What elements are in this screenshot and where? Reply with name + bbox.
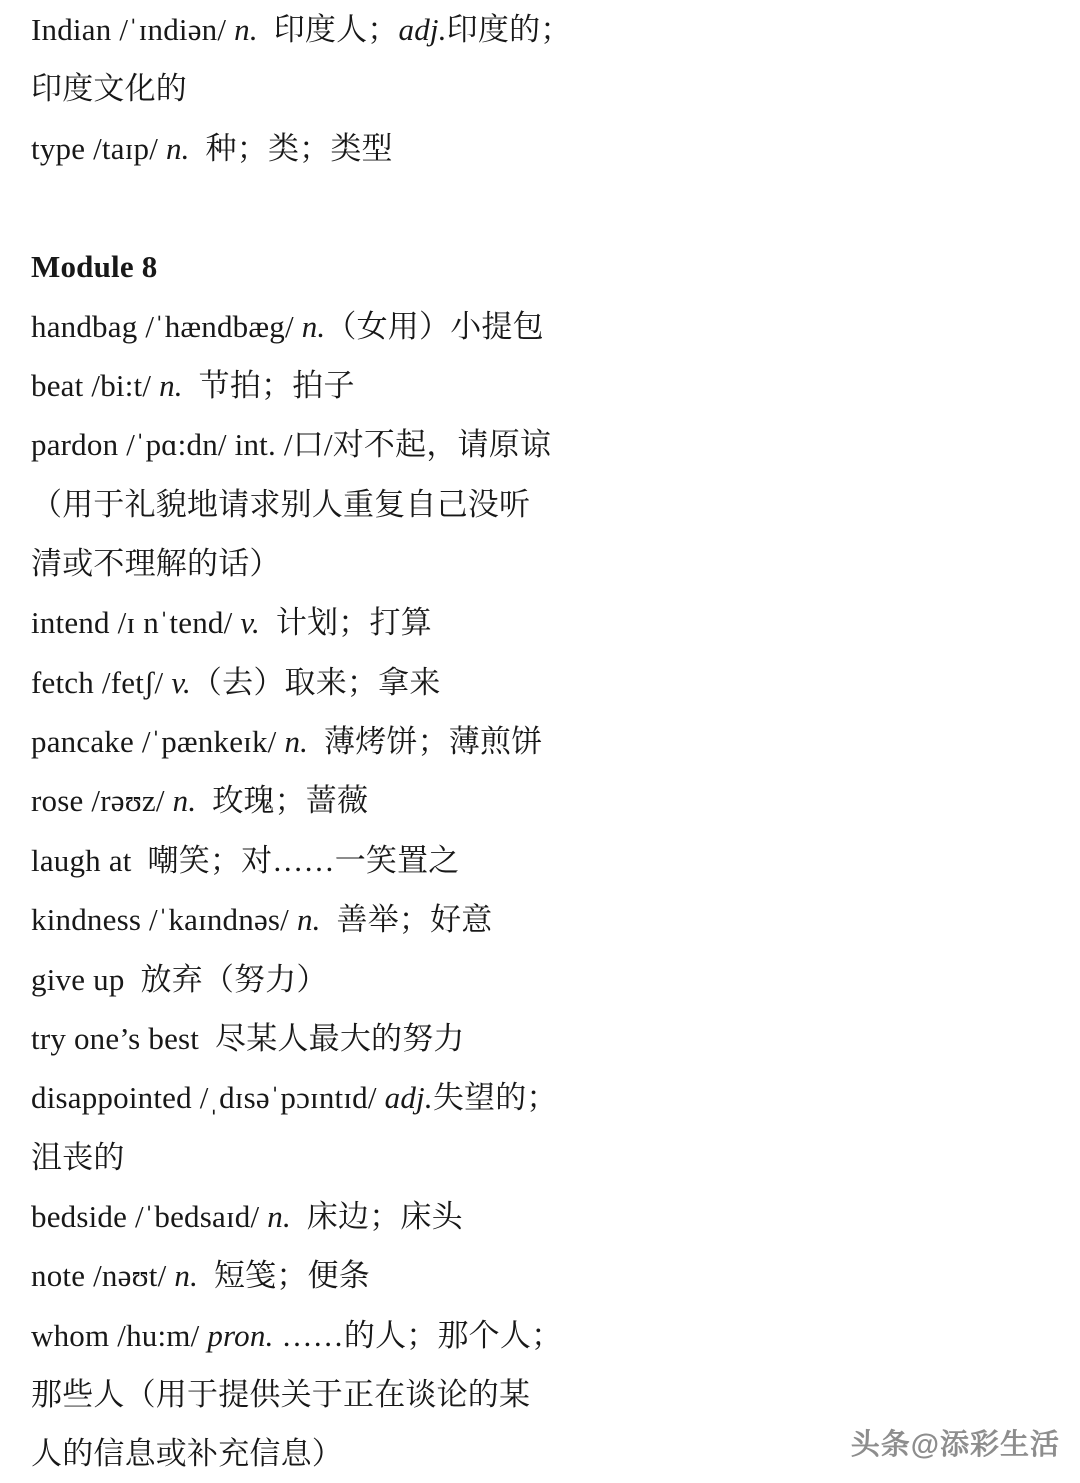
english-term: rose /rəʊz/ (31, 783, 173, 819)
english-term: try one’s best (31, 1020, 216, 1056)
chinese-gloss: 善举；好意 (320, 902, 493, 938)
part-of-speech: pron. (207, 1317, 274, 1353)
english-term: pardon /ˈpɑ:dn/ int. (31, 427, 284, 463)
chinese-gloss: 计划；打算 (259, 605, 432, 641)
vocab-line (31, 1187, 1070, 1246)
vocab-line (31, 1365, 1070, 1424)
chinese-gloss: 种；类；类型 (189, 130, 393, 166)
vocab-line (31, 119, 1070, 178)
part-of-speech: n. (234, 12, 258, 47)
part-of-speech: n. (296, 902, 321, 938)
heading-text: Module 8 (31, 249, 158, 285)
vocab-line (31, 59, 1070, 118)
part-of-speech: adj. (398, 12, 447, 47)
chinese-gloss: 玫瑰；蔷薇 (196, 783, 369, 819)
chinese-gloss: 那些人（用于提供关于正在谈论的某 (31, 1376, 531, 1412)
chinese-gloss: 失望的； (432, 1080, 558, 1116)
english-term: Indian /ˈɪndiən/ (31, 12, 235, 47)
english-term: laugh at (31, 842, 148, 878)
part-of-speech: n. (165, 130, 190, 166)
vocab-line (31, 1068, 1070, 1127)
vocab-line (31, 297, 1070, 356)
english-term: type /taɪp/ (31, 130, 166, 166)
english-term: note /nəʊt/ (31, 1258, 175, 1294)
english-term: bedside /ˈbedsaɪd/ (31, 1198, 268, 1234)
chinese-gloss: 嘲笑；对……一笑置之 (147, 842, 460, 878)
chinese-gloss: （用于礼貌地请求别人重复自己没听 (31, 486, 531, 522)
part-of-speech: n. (172, 783, 197, 819)
vocab-line (31, 534, 1070, 593)
vocab-list (31, 0, 1070, 1483)
part-of-speech: v. (240, 605, 260, 641)
chinese-gloss: 印度文化的 (31, 71, 187, 107)
blank-line (31, 178, 1070, 237)
chinese-gloss: 床边；床头 (290, 1198, 463, 1234)
english-term: whom /hu:m/ (31, 1317, 208, 1353)
english-term: intend /ɪ nˈtend/ (31, 605, 241, 641)
chinese-gloss: （女用）小提包 (325, 308, 544, 344)
vocab-line (31, 950, 1070, 1009)
vocab-line (31, 356, 1070, 415)
chinese-gloss: 放弃（努力） (140, 961, 328, 997)
part-of-speech: n. (267, 1198, 291, 1234)
part-of-speech: v. (171, 664, 191, 700)
chinese-gloss: 印度的； (446, 12, 572, 47)
vocab-line (31, 1009, 1070, 1068)
vocab-line (31, 712, 1070, 771)
vocab-line (31, 475, 1070, 534)
vocab-line (31, 1306, 1070, 1365)
part-of-speech: n. (284, 724, 309, 760)
chinese-gloss: 短笺；便条 (198, 1258, 370, 1294)
vocab-line (31, 771, 1070, 830)
chinese-gloss: （去）取来；拿来 (190, 664, 441, 700)
english-term: pancake /ˈpænkeɪk/ (31, 724, 285, 760)
module-heading (31, 237, 1070, 296)
chinese-gloss: 人的信息或补充信息） (31, 1436, 343, 1472)
chinese-gloss: /口/对不起，请原谅 (283, 427, 552, 463)
english-term: give up (31, 961, 141, 997)
vocab-line (31, 0, 1070, 59)
chinese-gloss: 节拍；拍子 (182, 368, 355, 404)
chinese-gloss: 沮丧的 (31, 1139, 125, 1175)
vocab-line (31, 415, 1070, 474)
chinese-gloss: 印度人； (257, 12, 399, 47)
vocab-line (31, 1128, 1070, 1187)
vocab-line (31, 831, 1070, 890)
part-of-speech: adj. (384, 1080, 433, 1116)
english-term: handbag /ˈhændbæg/ (31, 308, 302, 344)
vocab-line (31, 890, 1070, 949)
vocab-line (31, 653, 1070, 712)
part-of-speech: n. (174, 1258, 199, 1294)
english-term: kindness /ˈkaɪndnəs/ (31, 902, 297, 938)
watermark: 头条@添彩生活 (850, 1429, 1060, 1461)
chinese-gloss: ……的人；那个人； (273, 1317, 563, 1353)
english-term: disappointed /ˌdɪsəˈpɔɪntɪd/ (31, 1080, 385, 1116)
vocab-line (31, 1246, 1070, 1305)
english-term: beat /bi:t/ (31, 368, 160, 404)
part-of-speech: n. (159, 368, 183, 404)
vocab-line (31, 593, 1070, 652)
chinese-gloss: 尽某人最大的努力 (215, 1020, 465, 1056)
chinese-gloss: 清或不理解的话） (31, 546, 281, 582)
english-term: fetch /fetʃ/ (31, 664, 172, 700)
part-of-speech: n. (301, 308, 326, 344)
chinese-gloss: 薄烤饼；薄煎饼 (308, 724, 543, 760)
